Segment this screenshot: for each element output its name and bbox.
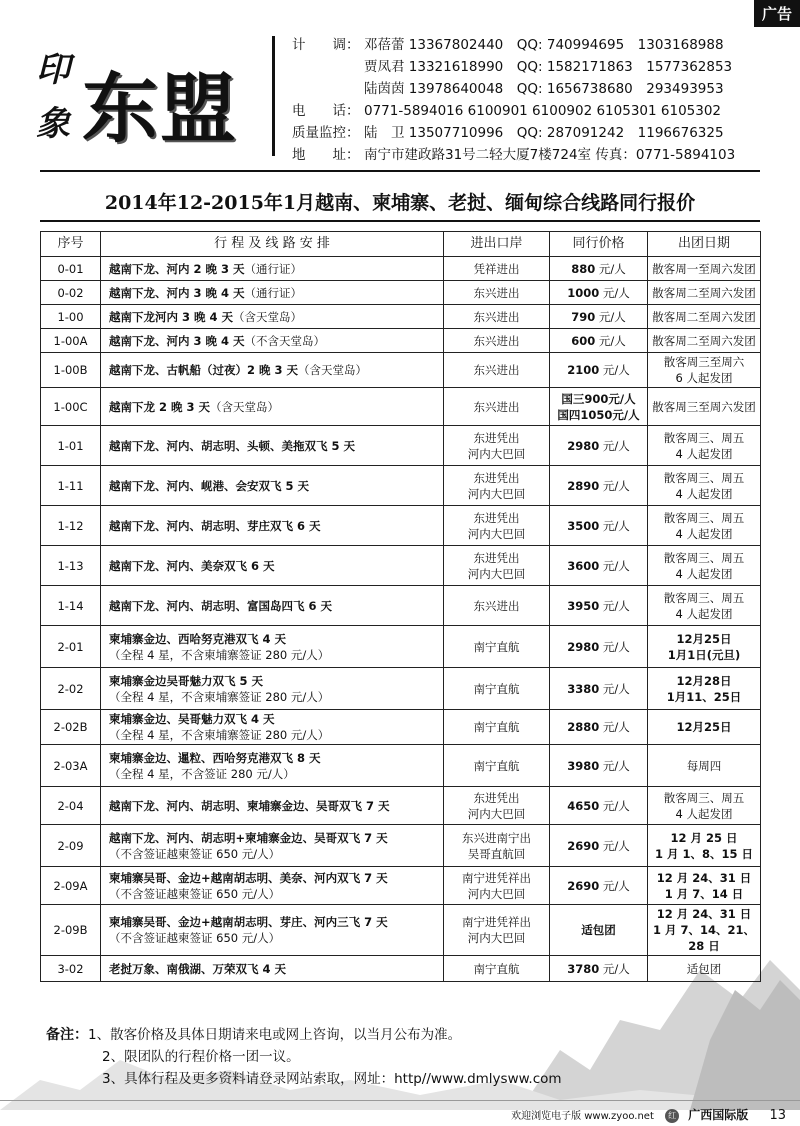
contact-label: 质量监控： [292, 125, 360, 141]
cell-price [550, 787, 648, 825]
price-value: 国三900元/人 国四1050元/人 [557, 391, 640, 422]
cell-code [41, 329, 101, 353]
price-value: 2690 [567, 838, 600, 853]
cell-port: 东兴进南宁出 吴哥直航回 [444, 825, 550, 867]
cell-dates: 散客周二至周六发团 [648, 281, 761, 305]
route-note: （含天堂岛） [298, 363, 368, 377]
contact-value: 邓蓓蕾 13367802440 QQ: 740994695 1303168988 [364, 37, 724, 53]
cell-dates: 散客周三、周五 4 人起发团 [648, 506, 761, 546]
cell-price [550, 353, 648, 388]
contact-label: 计 调： [292, 37, 360, 53]
cell-code [41, 745, 101, 787]
route-note: （不含天堂岛） [244, 333, 326, 348]
header-price: 同行价格 [550, 232, 648, 257]
cell-route [101, 745, 444, 787]
route-title: 越南下龙河内 3 晚 4 天 [109, 309, 234, 324]
cell-price [550, 710, 648, 745]
route-code: 2-03A [53, 758, 88, 773]
contact-value: 陆茵茵 13978640048 QQ: 1656738680 293493953 [364, 81, 724, 97]
footer-brand: 广西国际版 [688, 1108, 749, 1122]
cell-route [101, 305, 444, 329]
cell-route [101, 710, 444, 745]
cell-code [41, 506, 101, 546]
cell-port: 东兴进出 [444, 305, 550, 329]
note-item: 3、具体行程及更多资料请登录网站索取，网址：http//www.dmlysww.com [102, 1071, 562, 1087]
cell-price [550, 426, 648, 466]
cell-route [101, 506, 444, 546]
price-unit: 元/人 [602, 285, 630, 300]
route-title: 越南下龙、河内、岘港、会安双飞 5 天 [109, 478, 310, 493]
cell-route [101, 626, 444, 668]
route-code: 0-02 [57, 285, 84, 300]
cell-price [550, 825, 648, 867]
logo-brand: 东盟 [82, 64, 238, 153]
cell-dates: 散客周三、周五 4 人起发团 [648, 586, 761, 626]
route-code: 1-13 [57, 558, 84, 573]
logo-divider [272, 36, 275, 156]
footer-rule [0, 1100, 800, 1101]
route-title: 越南下龙、河内 3 晚 4 天 [109, 333, 245, 348]
price-value: 600 [571, 333, 596, 348]
table-row [41, 867, 761, 905]
cell-port: 南宁进凭祥出 河内大巴回 [444, 905, 550, 956]
cell-route [101, 257, 444, 281]
route-price-table [40, 231, 761, 982]
contact-row [292, 122, 735, 144]
cell-code [41, 388, 101, 426]
cell-price [550, 745, 648, 787]
cell-route [101, 281, 444, 305]
cell-dates: 12月25日 [648, 710, 761, 745]
contact-row [292, 34, 735, 56]
table-row [41, 905, 761, 956]
cell-code [41, 668, 101, 710]
price-value: 2880 [567, 720, 600, 734]
route-code: 1-01 [57, 438, 84, 453]
contact-block [292, 34, 735, 166]
page-title: 2014年12-2015年1月越南、柬埔寨、老挝、缅甸综合线路同行报价 [104, 192, 696, 214]
cell-port: 东进凭出 河内大巴回 [444, 506, 550, 546]
cell-code [41, 305, 101, 329]
table-row [41, 257, 761, 281]
table-row [41, 506, 761, 546]
route-code: 2-09A [53, 878, 88, 893]
cell-port: 凭祥进出 [444, 257, 550, 281]
route-title: 柬埔寨金边、暹粒、西哈努克港双飞 8 天 [109, 750, 321, 765]
route-title: 越南下龙、河内、胡志明、柬埔寨金边、吴哥双飞 7 天 [109, 798, 390, 813]
price-unit: 元/人 [602, 518, 630, 533]
cell-price [550, 257, 648, 281]
cell-dates: 散客周三、周五 4 人起发团 [648, 466, 761, 506]
header-port: 进出口岸 [444, 232, 550, 257]
footer-badge-icon: 红 [665, 1109, 679, 1123]
cell-code [41, 257, 101, 281]
cell-price [550, 466, 648, 506]
cell-route [101, 867, 444, 905]
route-title: 柬埔寨金边、西哈努克港双飞 4 天 [109, 631, 287, 646]
table-row [41, 710, 761, 745]
contact-value: 南宁市建政路31号二轻大厦7楼724室 传真：0771-5894103 [364, 147, 736, 163]
contact-label: 地 址： [292, 147, 360, 163]
cell-dates: 12 月 24、31 日 1 月 7、14 日 [648, 867, 761, 905]
cell-dates: 适包团 [648, 956, 761, 982]
route-code: 1-00C [53, 399, 88, 414]
price-value: 2890 [567, 478, 600, 493]
cell-price [550, 626, 648, 668]
table-row [41, 787, 761, 825]
cell-code [41, 825, 101, 867]
cell-port: 东兴进出 [444, 388, 550, 426]
logo-char-top: 印 [36, 50, 70, 90]
cell-price [550, 956, 648, 982]
header-route: 行 程 及 线 路 安 排 [101, 232, 444, 257]
cell-code [41, 867, 101, 905]
contact-row [292, 78, 735, 100]
cell-dates: 散客周三至周六发团 [648, 388, 761, 426]
cell-code [41, 710, 101, 745]
route-code: 1-14 [57, 598, 84, 613]
cell-port: 东进凭出 河内大巴回 [444, 787, 550, 825]
route-note: （不含签证越柬签证 650 元/人） [109, 886, 281, 901]
cell-price [550, 329, 648, 353]
cell-port: 南宁直航 [444, 668, 550, 710]
cell-dates: 散客周二至周六发团 [648, 305, 761, 329]
route-title: 越南下龙、河内 3 晚 4 天 [109, 285, 245, 300]
header-code: 序号 [41, 232, 101, 257]
price-value: 3500 [567, 518, 600, 533]
title-rule [40, 220, 760, 222]
cell-dates: 12月28日 1月11、25日 [648, 668, 761, 710]
route-code: 2-01 [57, 639, 84, 654]
contact-row [292, 56, 735, 78]
cell-price [550, 506, 648, 546]
price-unit: 元/人 [598, 333, 626, 348]
route-title: 越南下龙、河内、胡志明、富国岛四飞 6 天 [109, 598, 333, 613]
table-header-row [41, 232, 761, 257]
cell-port: 南宁直航 [444, 956, 550, 982]
cell-dates: 12 月 25 日 1 月 1、8、15 日 [648, 825, 761, 867]
cell-code [41, 787, 101, 825]
route-title: 柬埔寨吴哥、金边+越南胡志明、芽庄、河内三飞 7 天 [109, 915, 388, 929]
price-value: 3380 [567, 681, 600, 696]
cell-route [101, 787, 444, 825]
cell-code [41, 426, 101, 466]
route-note: （不含签证越柬签证 650 元/人） [109, 846, 281, 861]
price-unit: 元/人 [598, 309, 626, 324]
cell-dates: 散客周三至周六 6 人起发团 [648, 353, 761, 388]
price-value: 适包团 [581, 923, 616, 937]
cell-route [101, 825, 444, 867]
cell-price [550, 668, 648, 710]
price-unit: 元/人 [602, 681, 630, 696]
contact-row [292, 100, 735, 122]
route-code: 0-01 [57, 261, 84, 276]
price-unit: 元/人 [602, 838, 630, 853]
note-item: 1、散客价格及具体日期请来电或网上咨询，以当月公布为准。 [88, 1027, 462, 1043]
route-title: 越南下龙、河内、胡志明、芽庄双飞 6 天 [109, 518, 321, 533]
cell-route [101, 426, 444, 466]
route-title: 越南下龙 2 晚 3 天 [109, 399, 211, 414]
route-code: 1-00A [53, 333, 88, 348]
route-note: （通行证） [244, 285, 303, 300]
header-rule [40, 170, 760, 172]
price-value: 2980 [567, 639, 600, 654]
cell-port: 东进凭出 河内大巴回 [444, 466, 550, 506]
price-value: 3980 [567, 758, 600, 773]
price-value: 2980 [567, 438, 600, 453]
cell-route [101, 388, 444, 426]
cell-port: 东兴进出 [444, 329, 550, 353]
route-code: 2-09 [57, 838, 84, 853]
price-unit: 元/人 [602, 363, 630, 377]
cell-port: 东兴进出 [444, 281, 550, 305]
price-value: 790 [571, 309, 596, 324]
cell-code [41, 281, 101, 305]
cell-code [41, 626, 101, 668]
cell-price [550, 388, 648, 426]
route-code: 2-02 [57, 681, 84, 696]
table-row [41, 956, 761, 982]
route-title: 柬埔寨金边吴哥魅力双飞 5 天 [109, 673, 264, 688]
route-code: 1-00 [57, 309, 84, 324]
price-value: 4650 [567, 798, 600, 813]
cell-dates: 12 月 24、31 日 1 月 7、14、21、28 日 [648, 905, 761, 956]
route-code: 1-12 [57, 518, 84, 533]
contact-value: 0771-5894016 6100901 6100902 6105301 6105302 [364, 103, 722, 119]
cell-dates: 散客周二至周六发团 [648, 329, 761, 353]
cell-dates: 散客周三、周五 4 人起发团 [648, 426, 761, 466]
cell-port: 南宁直航 [444, 745, 550, 787]
price-value: 2100 [567, 363, 600, 377]
notes-block [46, 1024, 562, 1090]
cell-port: 东兴进出 [444, 353, 550, 388]
route-code: 2-09B [53, 923, 88, 937]
table-row [41, 626, 761, 668]
cell-port: 东进凭出 河内大巴回 [444, 546, 550, 586]
cell-dates: 散客周一至周六发团 [648, 257, 761, 281]
route-title: 越南下龙、古帆船（过夜）2 晚 3 天 [109, 363, 299, 377]
route-title: 越南下龙、河内 2 晚 3 天 [109, 261, 245, 276]
route-title: 柬埔寨吴哥、金边+越南胡志明、美奈、河内双飞 7 天 [109, 870, 388, 885]
contact-value: 贾凤君 13321618990 QQ: 1582171863 1577362853 [364, 59, 733, 75]
price-value: 2690 [567, 878, 600, 893]
cell-port: 东进凭出 河内大巴回 [444, 426, 550, 466]
cell-dates: 散客周三、周五 4 人起发团 [648, 546, 761, 586]
price-unit: 元/人 [602, 639, 630, 654]
table-row [41, 745, 761, 787]
route-code: 1-00B [53, 363, 88, 377]
price-unit: 元/人 [602, 598, 630, 613]
price-unit: 元/人 [602, 438, 630, 453]
contact-row [292, 144, 735, 166]
price-value: 3950 [567, 598, 600, 613]
cell-price [550, 546, 648, 586]
cell-code [41, 353, 101, 388]
price-unit: 元/人 [602, 558, 630, 573]
cell-port: 南宁直航 [444, 710, 550, 745]
price-unit: 元/人 [598, 261, 626, 276]
route-code: 2-04 [57, 798, 84, 813]
table-row [41, 388, 761, 426]
route-title: 老挝万象、南俄湖、万荣双飞 4 天 [109, 961, 287, 976]
cell-route [101, 586, 444, 626]
route-note: （全程 4 星，不含柬埔寨签证 280 元/人） [109, 689, 330, 704]
route-title: 越南下龙、河内、胡志明+柬埔寨金边、吴哥双飞 7 天 [109, 830, 388, 845]
route-note: （通行证） [244, 261, 303, 276]
table-row [41, 329, 761, 353]
route-note: （全程 4 星，不含签证 280 元/人） [109, 766, 295, 781]
price-unit: 元/人 [602, 798, 630, 813]
cell-dates: 12月25日 1月1日(元旦) [648, 626, 761, 668]
table-row [41, 668, 761, 710]
cell-route [101, 466, 444, 506]
table-row [41, 305, 761, 329]
cell-dates: 散客周三、周五 4 人起发团 [648, 787, 761, 825]
footer [511, 1106, 786, 1123]
cell-code [41, 905, 101, 956]
price-value: 3600 [567, 558, 600, 573]
cell-route [101, 546, 444, 586]
cell-route [101, 956, 444, 982]
cell-route [101, 905, 444, 956]
price-unit: 元/人 [602, 720, 630, 734]
table-row [41, 426, 761, 466]
price-unit: 元/人 [602, 478, 630, 493]
route-title: 越南下龙、河内、胡志明、头顿、美拖双飞 5 天 [109, 438, 356, 453]
route-note: （含天堂岛） [210, 399, 280, 414]
price-value: 3780 [567, 961, 600, 976]
cell-price [550, 867, 648, 905]
cell-route [101, 353, 444, 388]
route-note: （全程 4 星，不含柬埔寨签证 280 元/人） [109, 647, 330, 662]
route-code: 2-02B [53, 720, 88, 734]
table-row [41, 825, 761, 867]
route-code: 3-02 [57, 961, 84, 976]
note-item: 2、限团队的行程价格一团一议。 [102, 1049, 300, 1065]
price-value: 1000 [567, 285, 600, 300]
table-row [41, 466, 761, 506]
table-row [41, 586, 761, 626]
cell-price [550, 281, 648, 305]
cell-code [41, 466, 101, 506]
route-note: （不含签证越柬签证 650 元/人） [109, 931, 281, 945]
contact-value: 陆 卫 13507710996 QQ: 287091242 1196676325 [364, 125, 724, 141]
logo [30, 38, 268, 156]
price-value: 880 [571, 261, 596, 276]
cell-code [41, 586, 101, 626]
cell-price [550, 905, 648, 956]
cell-route [101, 668, 444, 710]
cell-price [550, 586, 648, 626]
cell-code [41, 546, 101, 586]
route-note: （含天堂岛） [233, 309, 303, 324]
cell-port: 南宁进凭祥出 河内大巴回 [444, 867, 550, 905]
logo-char-bottom: 象 [36, 104, 70, 144]
page-number: 13 [769, 1108, 786, 1123]
table-row [41, 353, 761, 388]
cell-price [550, 305, 648, 329]
notes-label: 备注： [46, 1027, 88, 1043]
route-title: 柬埔寨金边、吴哥魅力双飞 4 天 [109, 712, 275, 726]
price-unit: 元/人 [602, 961, 630, 976]
table-row [41, 546, 761, 586]
cell-route [101, 329, 444, 353]
table-row [41, 281, 761, 305]
cell-dates: 每周四 [648, 745, 761, 787]
footer-text: 欢迎浏览电子版 www.zyoo.net [511, 1111, 654, 1122]
route-code: 1-11 [57, 478, 84, 493]
cell-port: 南宁直航 [444, 626, 550, 668]
contact-label: 电 话： [292, 103, 360, 119]
header-dates: 出团日期 [648, 232, 761, 257]
route-title: 越南下龙、河内、美奈双飞 6 天 [109, 558, 275, 573]
ad-tag: 广告 [754, 0, 800, 27]
route-note: （全程 4 星，不含柬埔寨签证 280 元/人） [109, 728, 330, 742]
price-unit: 元/人 [602, 758, 630, 773]
cell-port: 东兴进出 [444, 586, 550, 626]
cell-code [41, 956, 101, 982]
price-unit: 元/人 [602, 878, 630, 893]
